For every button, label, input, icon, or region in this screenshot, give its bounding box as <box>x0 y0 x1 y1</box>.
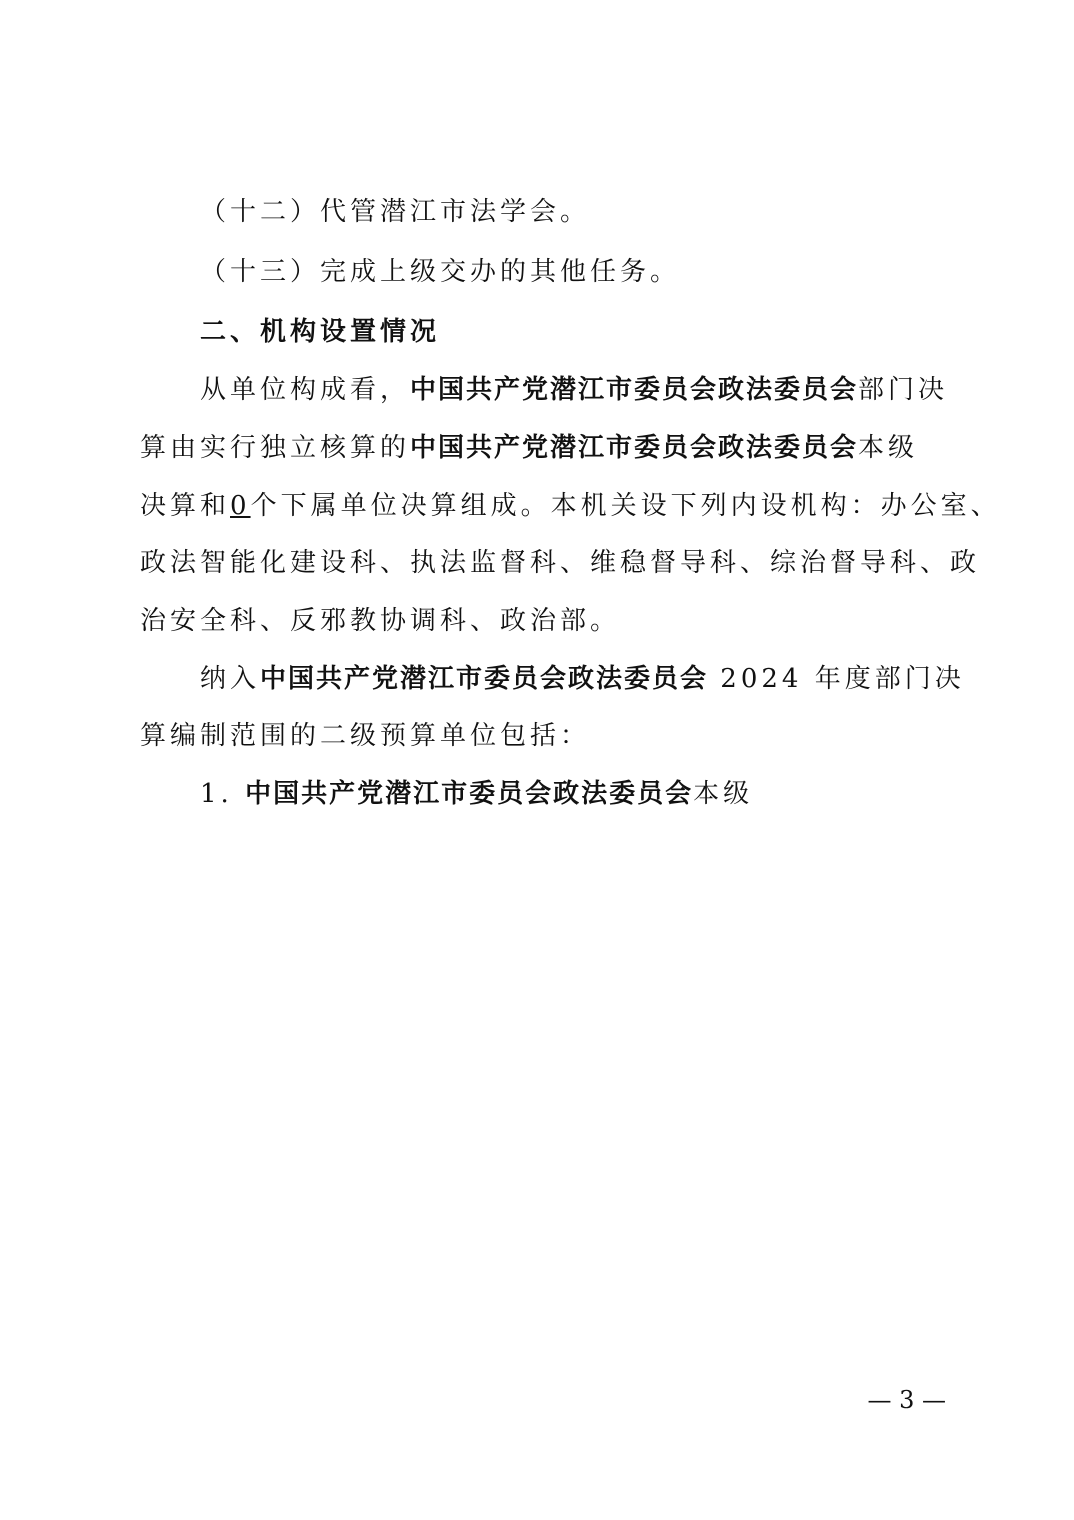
org-name: 中国共产党潜江市委员会政法委员会 <box>245 779 694 809</box>
para1-text: 算由实行独立核算的 <box>140 433 411 463</box>
year: 2024 <box>708 664 815 694</box>
para1-line3 <box>0 486 1074 526</box>
item-13 <box>0 252 1074 292</box>
para2-line2 <box>0 716 1074 756</box>
para2-text: 纳入 <box>200 664 261 694</box>
para2-text: 年度部门决 <box>814 664 965 694</box>
list-suffix: 本级 <box>693 779 754 809</box>
section-heading <box>0 312 1074 352</box>
org-name: 中国共产党潜江市委员会政法委员会 <box>410 433 859 463</box>
para1-line4 <box>0 543 1074 583</box>
para1-text: 部门决 <box>858 375 949 405</box>
section-heading-text: 二、机构设置情况 <box>200 317 441 347</box>
para2-text: 算编制范围的二级预算单位包括： <box>140 721 591 751</box>
org-name: 中国共产党潜江市委员会政法委员会 <box>410 375 859 405</box>
para1-text: 决算和 <box>140 491 231 521</box>
para1-line1 <box>0 370 1074 410</box>
item-12-text: （十二）代管潜江市法学会。 <box>200 197 591 227</box>
para1-line5 <box>0 601 1074 641</box>
para1-text: 从单位构成看， <box>200 375 411 405</box>
para1-line2 <box>0 428 1074 468</box>
para1-text: 政法智能化建设科、执法监督科、维稳督导科、综治督导科、政 <box>140 548 981 578</box>
para1-text: 治安全科、反邪教协调科、政治部。 <box>140 606 621 636</box>
item-12 <box>0 192 1074 232</box>
para1-text: 个下属单位决算组成。本机关设下列内设机构：办公室、 <box>250 491 1001 521</box>
para2-line1 <box>0 659 1074 699</box>
subunit-count: 0 <box>230 491 251 521</box>
list-item-1 <box>0 774 1074 814</box>
item-13-text: （十三）完成上级交办的其他任务。 <box>200 257 681 287</box>
list-number: 1. <box>200 779 246 809</box>
org-name: 中国共产党潜江市委员会政法委员会 <box>260 664 709 694</box>
para1-text: 本级 <box>858 433 919 463</box>
page-number: — 3 — <box>867 1386 946 1414</box>
